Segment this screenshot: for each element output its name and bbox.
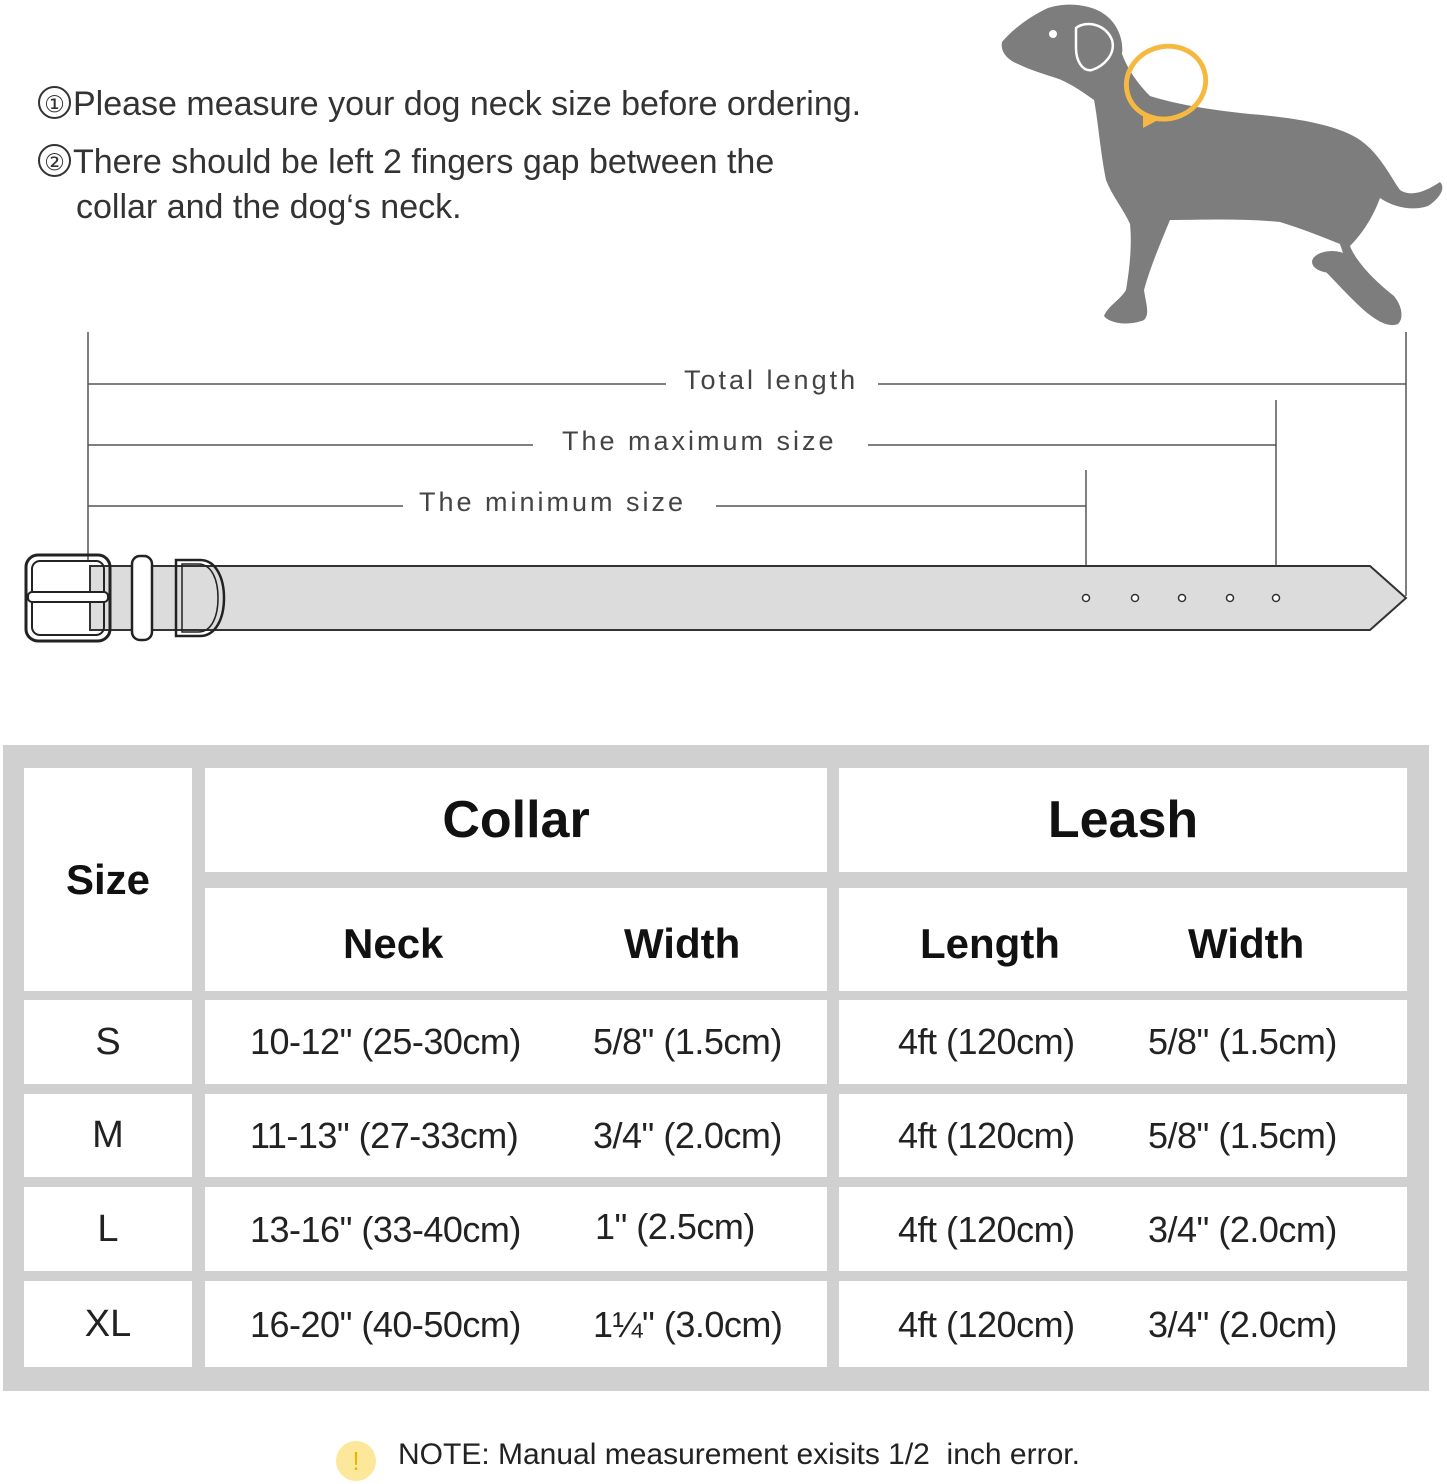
table-row-xl-leash	[839, 1281, 1407, 1367]
collar-hole	[1273, 595, 1280, 602]
dog-illustration	[990, 0, 1447, 335]
collar-width-header: Width	[624, 920, 741, 967]
neck-value: 11-13" (27-33cm)	[250, 1115, 519, 1156]
leash-width-value: 3/4" (2.0cm)	[1148, 1304, 1337, 1345]
step-2-text-line2: collar and the dog‘s neck.	[76, 188, 462, 226]
leash-header: Leash	[1047, 791, 1199, 849]
table-row-m-size-cell	[24, 1094, 192, 1177]
neck-value: 16-20" (40-50cm)	[250, 1304, 521, 1345]
leash-length-header: Length	[920, 920, 1060, 967]
leash-length-value: 4ft (120cm)	[898, 1115, 1075, 1156]
note	[336, 1440, 1080, 1481]
table-row-xl-collar	[205, 1281, 827, 1367]
collar-hole	[1083, 595, 1090, 602]
note-text: NOTE: Manual measurement exisits 1/2 inch error.	[398, 1438, 1080, 1471]
step-1-marker: ①	[38, 86, 71, 119]
collar-hole	[1227, 595, 1234, 602]
table-row-s-leash	[839, 1000, 1407, 1084]
leash-subheader-cell	[839, 888, 1407, 991]
collar-width-value: 1" (2.5cm)	[595, 1206, 755, 1247]
instruction-step-1	[38, 86, 861, 121]
dog-silhouette-icon	[1002, 5, 1443, 325]
collar-header: Collar	[442, 791, 590, 849]
collar-hole	[1132, 595, 1139, 602]
neck-value: 13-16" (33-40cm)	[250, 1209, 521, 1250]
leash-width-value: 5/8" (1.5cm)	[1148, 1115, 1337, 1156]
leash-width-value: 3/4" (2.0cm)	[1148, 1209, 1337, 1250]
leash-width-value: 5/8" (1.5cm)	[1148, 1021, 1337, 1062]
neck-value: 10-12" (25-30cm)	[250, 1021, 521, 1062]
max-size-label: The maximum size	[562, 426, 837, 456]
size-value: L	[97, 1207, 119, 1250]
step-1-text: Please measure your dog neck size before ordering.	[73, 85, 862, 123]
size-value: XL	[84, 1302, 132, 1345]
min-size-label: The minimum size	[419, 487, 687, 517]
size-value: M	[92, 1114, 124, 1156]
leash-length-value: 4ft (120cm)	[898, 1021, 1075, 1062]
collar-width-value: 1¼" (3.0cm)	[593, 1304, 783, 1345]
leash-header-cell	[839, 768, 1407, 872]
step-2-marker: ②	[38, 144, 71, 177]
size-header: Size	[65, 855, 151, 903]
leash-length-value: 4ft (120cm)	[898, 1304, 1075, 1345]
table-row-l-size-cell	[24, 1187, 192, 1271]
leash-length-value: 4ft (120cm)	[898, 1209, 1075, 1250]
collar-strap	[90, 566, 1406, 630]
buckle-prong-icon	[28, 592, 108, 602]
keeper-loop-icon	[132, 556, 152, 640]
size-value: S	[95, 1020, 121, 1063]
total-length-label: Total length	[684, 365, 859, 395]
table-row-l-collar	[205, 1187, 827, 1271]
size-header-cell	[24, 768, 192, 991]
leash-width-header: Width	[1188, 920, 1305, 967]
warning-icon: !	[336, 1441, 376, 1481]
collar-header-cell	[205, 768, 827, 872]
table-row-s-size-cell	[24, 1000, 192, 1084]
table-row-s-collar	[205, 1000, 827, 1084]
table-row-xl-size-cell	[24, 1281, 192, 1367]
collar-width-value: 5/8" (1.5cm)	[593, 1021, 782, 1062]
step-2-text-line1: There should be left 2 fingers gap between the	[73, 143, 775, 181]
dog-eye-icon	[1049, 30, 1057, 38]
table-row-l-leash	[839, 1187, 1407, 1271]
instruction-step-2	[38, 144, 774, 179]
collar-neck-header: Neck	[343, 920, 444, 967]
size-table	[3, 745, 1429, 1391]
collar-hole	[1179, 595, 1186, 602]
table-row-m-collar	[205, 1094, 827, 1177]
collar-width-value: 3/4" (2.0cm)	[593, 1115, 782, 1156]
table-row-m-leash	[839, 1094, 1407, 1177]
collar-subheader-cell	[205, 888, 827, 991]
